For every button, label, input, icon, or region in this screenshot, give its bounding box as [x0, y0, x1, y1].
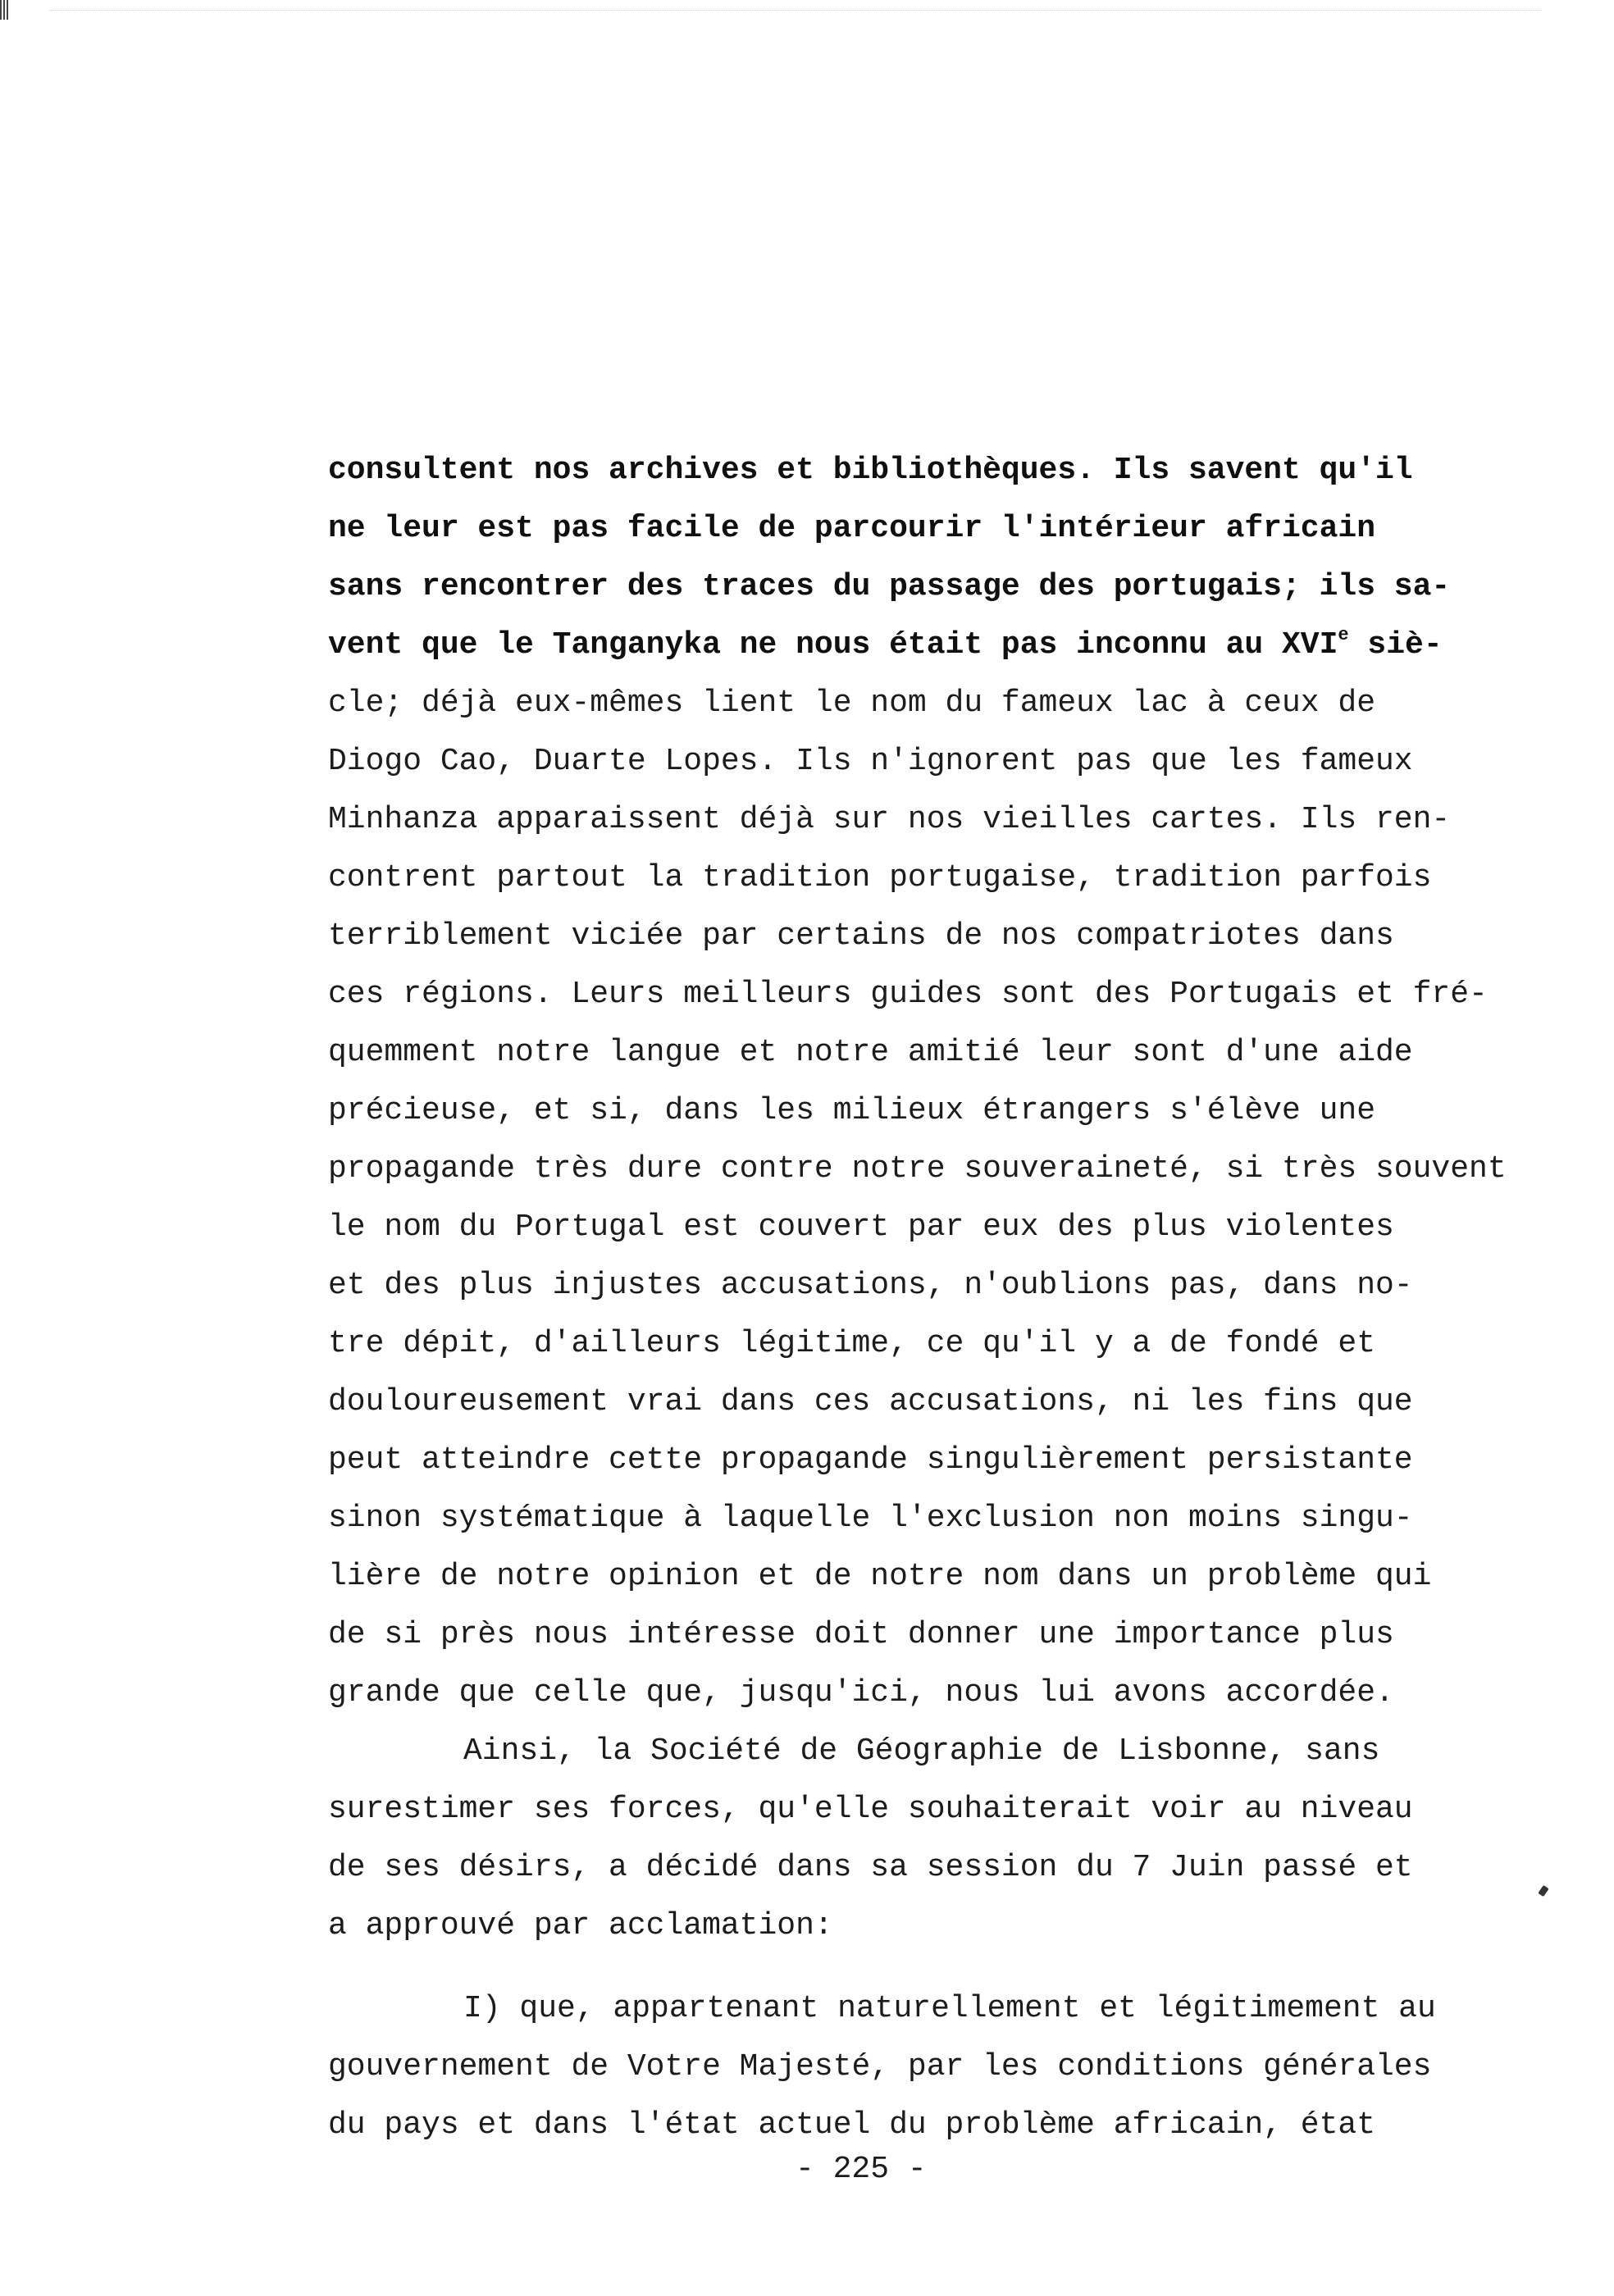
text-line-content: tre dépit, d'ailleurs légitime, ce qu'il y a de fondé et: [328, 1326, 1376, 1361]
text-line: [328, 1256, 1607, 1314]
text-line-content: précieuse, et si, dans les milieux étrangers s'élève une: [328, 1093, 1376, 1128]
text-line-content: de ses désirs, a décidé dans sa session du 7 Juin passé et: [328, 1850, 1413, 1885]
text-line: [328, 1198, 1607, 1256]
body-text: [328, 441, 1607, 2154]
text-line-content: peut atteindre cette propagande singulièrement persistante: [328, 1442, 1413, 1478]
text-line: [328, 1979, 1607, 2038]
text-line: [328, 2038, 1607, 2096]
text-line-content: vent que le Tanganyka ne nous était pas inconnu au XVI: [328, 627, 1338, 663]
paragraph-gap: [328, 1955, 1607, 1979]
text-line: [328, 1606, 1607, 1664]
text-line: [328, 1897, 1607, 1955]
text-line: [328, 1082, 1607, 1140]
text-line: [328, 441, 1607, 499]
text-line-content: lière de notre opinion et de notre nom dans un problème qui: [328, 1559, 1432, 1594]
text-line-content: sinon systématique à laquelle l'exclusion non moins singu-: [328, 1501, 1413, 1536]
text-line: [328, 1431, 1607, 1489]
text-line-tail: siè-: [1348, 627, 1443, 663]
text-line-content: sans rencontrer des traces du passage des portugais; ils sa-: [328, 569, 1451, 604]
text-line: [328, 790, 1607, 849]
text-line-content: terriblement viciée par certains de nos compatriotes dans: [328, 918, 1394, 954]
text-line-content: ces régions. Leurs meilleurs guides sont des Portugais et fré-: [328, 977, 1488, 1012]
text-line: [328, 1722, 1607, 1780]
text-line-content: consultent nos archives et bibliothèques. Ils savent qu'il: [328, 453, 1413, 488]
text-line: [328, 965, 1607, 1023]
text-line-content: I) que, appartenant naturellement et légitimement au: [463, 1991, 1436, 2026]
text-line: [328, 732, 1607, 790]
text-line: [328, 1140, 1607, 1198]
text-line: [328, 616, 1607, 674]
superscript: e: [1338, 625, 1349, 645]
text-line: [328, 1780, 1607, 1838]
text-line-content: Diogo Cao, Duarte Lopes. Ils n'ignorent pas que les fameux: [328, 744, 1413, 779]
text-line: [328, 674, 1607, 732]
text-line-content: douloureusement vrai dans ces accusations, ni les fins que: [328, 1384, 1413, 1419]
page-number: - 225 -: [796, 2152, 927, 2187]
text-line: [328, 1664, 1607, 1722]
text-line: [328, 1373, 1607, 1431]
text-line: [328, 2096, 1607, 2154]
text-line-content: quemment notre langue et notre amitié leur sont d'une aide: [328, 1035, 1413, 1070]
text-line-content: propagande très dure contre notre souveraineté, si très souvent: [328, 1151, 1507, 1187]
text-line-content: cle; déjà eux-mêmes lient le nom du fameux lac à ceux de: [328, 686, 1376, 721]
text-line-content: le nom du Portugal est couvert par eux des plus violentes: [328, 1210, 1394, 1245]
text-line-content: surestimer ses forces, qu'elle souhaiterait voir au niveau: [328, 1792, 1413, 1827]
text-line: [328, 849, 1607, 907]
text-line: [328, 558, 1607, 616]
scan-noise: [49, 10, 1542, 16]
text-line-content: ne leur est pas facile de parcourir l'intérieur africain: [328, 511, 1376, 546]
text-line-content: et des plus injustes accusations, n'oublions pas, dans no-: [328, 1268, 1413, 1303]
text-line-content: grande que celle que, jusqu'ici, nous lui avons accordée.: [328, 1675, 1394, 1711]
text-line-content: contrent partout la tradition portugaise, tradition parfois: [328, 860, 1432, 895]
text-line-content: de si près nous intéresse doit donner une importance plus: [328, 1617, 1394, 1652]
text-line: [328, 1489, 1607, 1547]
text-line: [328, 1838, 1607, 1897]
text-line-content: Ainsi, la Société de Géographie de Lisbonne, sans: [463, 1733, 1380, 1769]
text-line-content: Minhanza apparaissent déjà sur nos vieilles cartes. Ils ren-: [328, 802, 1451, 837]
text-line: [328, 1314, 1607, 1373]
text-line: [328, 499, 1607, 558]
text-line: [328, 907, 1607, 965]
text-line-content: a approuvé par acclamation:: [328, 1908, 833, 1943]
text-line: [328, 1547, 1607, 1606]
text-line: [328, 1023, 1607, 1082]
text-line-content: gouvernement de Votre Majesté, par les conditions générales: [328, 2049, 1432, 2084]
scan-edge-mark: [0, 0, 8, 20]
text-line-content: du pays et dans l'état actuel du problème africain, état: [328, 2107, 1376, 2143]
